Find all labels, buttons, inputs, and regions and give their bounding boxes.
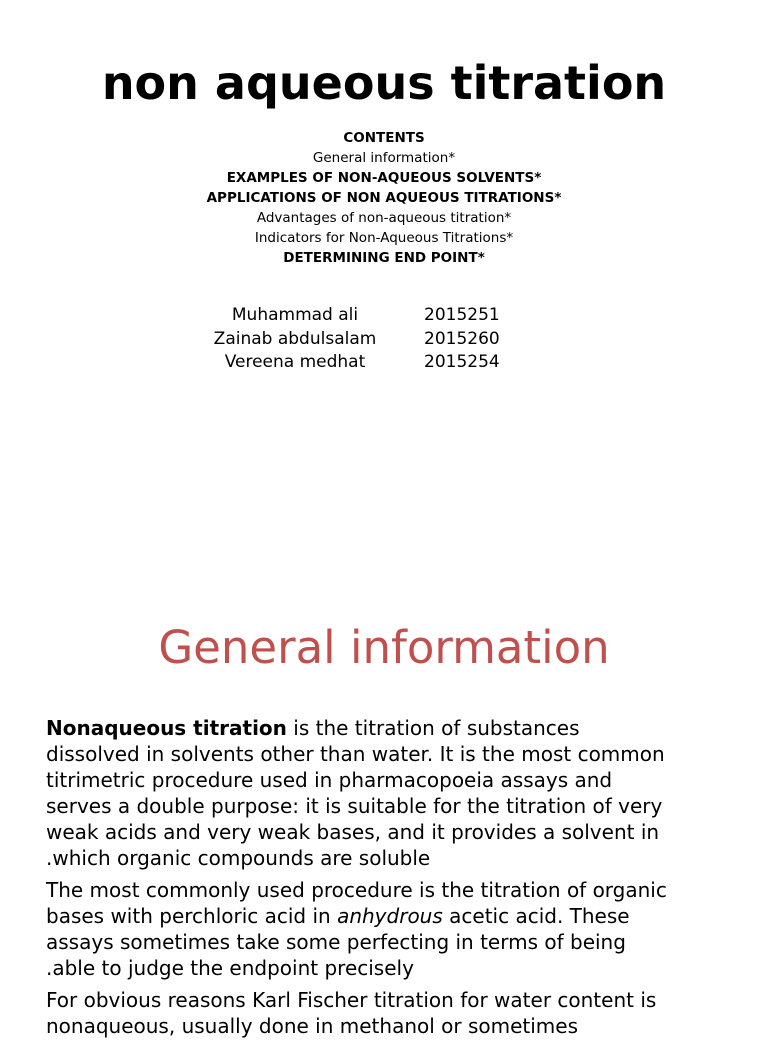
author-id: 2015260 xyxy=(424,328,500,349)
paragraph xyxy=(46,877,736,981)
text-line: titrimetric procedure used in pharmacopoeia assays and xyxy=(46,768,613,792)
text-line: serves a double purpose: it is suitable for the titration of very xyxy=(46,794,663,818)
author-id: 2015251 xyxy=(424,305,500,325)
text-line: .able to judge the endpoint precisely xyxy=(46,956,414,980)
contents-item: EXAMPLES OF NON-AQUEOUS SOLVENTS* xyxy=(226,170,542,186)
text-line: dissolved in solvents other than water. It is the most common xyxy=(46,742,665,766)
text-span: acetic acid. These xyxy=(442,904,630,928)
text-line xyxy=(46,903,736,929)
paragraph xyxy=(46,715,736,871)
text-span: bases with perchloric acid in xyxy=(46,904,338,928)
text-line: The most commonly used procedure is the titration of organic xyxy=(46,878,667,902)
contents-list xyxy=(0,128,768,268)
contents-item: APPLICATIONS OF NON AQUEOUS TITRATIONS* xyxy=(206,190,562,206)
text-line: nonaqueous, usually done in methanol or sometimes xyxy=(46,1014,579,1038)
author-name: Muhammad ali xyxy=(231,305,359,325)
slide-title: non aqueous titration xyxy=(101,56,667,110)
contents-item: DETERMINING END POINT* xyxy=(283,250,485,266)
contents-item: Advantages of non-aqueous titration* xyxy=(256,210,512,226)
author-row xyxy=(180,351,540,375)
paragraph xyxy=(46,987,736,1039)
text-span: is the titration of substances xyxy=(286,716,580,740)
text-line xyxy=(46,715,736,741)
body-text xyxy=(46,715,736,1045)
author-name: Vereena medhat xyxy=(224,352,366,372)
italic-term: anhydrous xyxy=(337,904,443,928)
authors-list xyxy=(180,304,540,375)
text-line: weak acids and very weak bases, and it provides a solvent in xyxy=(46,820,660,844)
author-row xyxy=(180,328,540,352)
contents-item: General information* xyxy=(312,150,456,166)
contents-item: Indicators for Non-Aqueous Titrations* xyxy=(254,230,514,246)
author-name: Zainab abdulsalam xyxy=(213,328,377,349)
contents-heading: CONTENTS xyxy=(343,130,425,146)
bold-term: Nonaqueous titration xyxy=(46,716,287,740)
text-line: For obvious reasons Karl Fischer titration for water content is xyxy=(46,988,657,1012)
text-line: .which organic compounds are soluble xyxy=(46,846,431,870)
author-row xyxy=(180,304,540,328)
section-title: General information xyxy=(158,621,610,674)
text-line: assays sometimes take some perfecting in terms of being xyxy=(46,930,626,954)
author-id: 2015254 xyxy=(424,352,500,372)
